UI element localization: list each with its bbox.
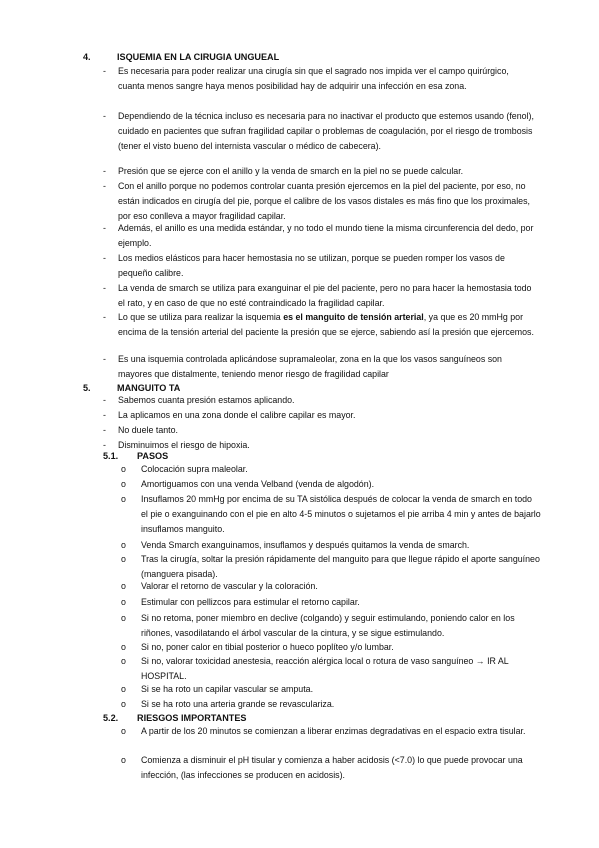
list-item: Venda Smarch exanguinamos, insuflamos y después quitamos la venda de smarch. [141, 540, 470, 550]
list-item: La aplicamos en una zona donde el calibre capilar es mayor. [118, 410, 356, 420]
list-item: No duele tanto. [118, 425, 178, 435]
circle-bullet: o [121, 597, 126, 607]
circle-bullet: o [121, 699, 126, 709]
list-item: Valorar el retorno de vascular y la coloración. [141, 581, 318, 591]
list-item: Colocación supra maleolar. [141, 464, 248, 474]
list-item: Si no, poner calor en tibial posterior o hueco poplíteo y/o lumbar. [141, 642, 394, 652]
subsection-5-2-heading [103, 713, 246, 723]
list-item: Disminuimos el riesgo de hipoxia. [118, 440, 250, 450]
dash-bullet: - [103, 253, 106, 263]
section-number: 5. [83, 383, 91, 393]
circle-bullet: o [121, 613, 126, 623]
list-item: Estimular con pellizcos para estimular el retorno capilar. [141, 597, 360, 607]
dash-bullet: - [103, 410, 106, 420]
circle-bullet: o [121, 642, 126, 652]
list-item: Los medios elásticos para hacer hemostasia no se utilizan, porque se pueden romper los vasos de pequeño calibre. [118, 253, 505, 279]
dash-bullet: - [103, 66, 106, 76]
list-item: A partir de los 20 minutos se comienzan a liberar enzimas degradativas en el espacio extra tisular. [141, 726, 526, 736]
dash-bullet: - [103, 440, 106, 450]
dash-bullet: - [103, 395, 106, 405]
circle-bullet: o [121, 581, 126, 591]
section-title: ISQUEMIA EN LA CIRUGIA UNGUEAL [117, 52, 280, 62]
dash-bullet: - [103, 223, 106, 233]
circle-bullet: o [121, 479, 126, 489]
section-title: MANGUITO TA [117, 383, 181, 393]
section-number: 5.1. [103, 451, 119, 461]
section-5-heading [83, 383, 180, 393]
list-item: Si se ha roto una arteria grande se revasculariza. [141, 699, 335, 709]
circle-bullet: o [121, 726, 126, 736]
list-item: Es una isquemia controlada aplicándose supramaleolar, zona en la que los vasos sanguíneos son mayores que distalmente, teniendo menor riesgo de fragilidad capilar [118, 354, 502, 380]
dash-bullet: - [103, 111, 106, 121]
list-item: Dependiendo de la técnica incluso es necesaria para no inactivar el producto que estemos usando (fenol), cuidado en pacientes que sufran fragilidad capilar o problemas de coagulación, por el riesgo de trombosis (tener el visto bueno del internista vascular o médico de cabecera). [118, 111, 534, 152]
list-item: Tras la cirugía, soltar la presión rápidamente del manguito para que llegue rápido el aporte sanguíneo (manguera pisada). [141, 554, 540, 580]
dash-bullet: - [103, 181, 106, 191]
list-item: Es necesaria para poder realizar una cirugía sin que el sagrado nos impida ver el campo quirúrgico, cuanta menos sangre haya menos posibilidad hay de adquirir una infección en esa zona. [118, 66, 509, 92]
subsection-5-1-heading [103, 451, 168, 461]
section-4-heading [83, 52, 279, 62]
list-item: Amortiguamos con una venda Velband (venda de algodón). [141, 479, 375, 489]
circle-bullet: o [121, 656, 126, 666]
list-item: Si no, valorar toxicidad anestesia, reacción alérgica local o rotura de vaso sanguíneo → IR AL HOSPITAL. [141, 656, 509, 682]
dash-bullet: - [103, 354, 106, 364]
circle-bullet: o [121, 755, 126, 765]
circle-bullet: o [121, 494, 126, 504]
bold-phrase: es el manguito de tensión arterial [283, 312, 424, 322]
section-number: 5.2. [103, 713, 119, 723]
dash-bullet: - [103, 425, 106, 435]
list-item: La venda de smarch se utiliza para exanguinar el pie del paciente, pero no para hacer la hemostasia todo el rato, y en caso de que no esté contraindicado la fragilidad capilar. [118, 283, 532, 309]
circle-bullet: o [121, 554, 126, 564]
list-item: Lo que se utiliza para realizar la isquemia es el manguito de tensión arterial, ya que es 20 mmHg por encima de la tensión arterial del paciente la presión que se ejerce, sabiendo así la presión que ejercemos. [118, 312, 534, 338]
circle-bullet: o [121, 464, 126, 474]
section-title: PASOS [137, 451, 169, 461]
list-item: Con el anillo porque no podemos controlar cuanta presión ejercemos en la piel del paciente, por eso, no están indicados en cirugía del pie, porque el calibre de los vasos distales es más fino que los proximales, por eso conlleva a mayor fragilidad capilar. [118, 181, 530, 222]
list-item: Comienza a disminuir el pH tisular y comienza a haber acidosis (<7.0) lo que puede provocar una infección, (las infecciones se producen en acidosis). [141, 755, 523, 781]
list-item: Insuflamos 20 mmHg por encima de su TA sistólica después de colocar la venda de smarch en todo el pie o exanguinando con el pie en alto 4-5 minutos o sujetamos el pie arriba 4 min y antes de bajarlo insuflamos manguito. [141, 494, 541, 535]
circle-bullet: o [121, 540, 126, 550]
list-item: Además, el anillo es una medida estándar, y no todo el mundo tiene la misma circunferencia del dedo, por ejemplo. [118, 223, 534, 249]
dash-bullet: - [103, 312, 106, 322]
dash-bullet: - [103, 166, 106, 176]
section-number: 4. [83, 52, 91, 62]
circle-bullet: o [121, 684, 126, 694]
list-item: Si se ha roto un capilar vascular se amputa. [141, 684, 314, 694]
section-title: RIESGOS IMPORTANTES [137, 713, 247, 723]
dash-bullet: - [103, 283, 106, 293]
list-item: Si no retoma, poner miembro en declive (colgando) y seguir estimulando, poniendo calor en los riñones, vasodilatando el árbol vascular de la cintura, y se sigue estimulando. [141, 613, 515, 639]
list-item: Sabemos cuanta presión estamos aplicando. [118, 395, 295, 405]
list-item: Presión que se ejerce con el anillo y la venda de smarch en la piel no se puede calcular. [118, 166, 464, 176]
